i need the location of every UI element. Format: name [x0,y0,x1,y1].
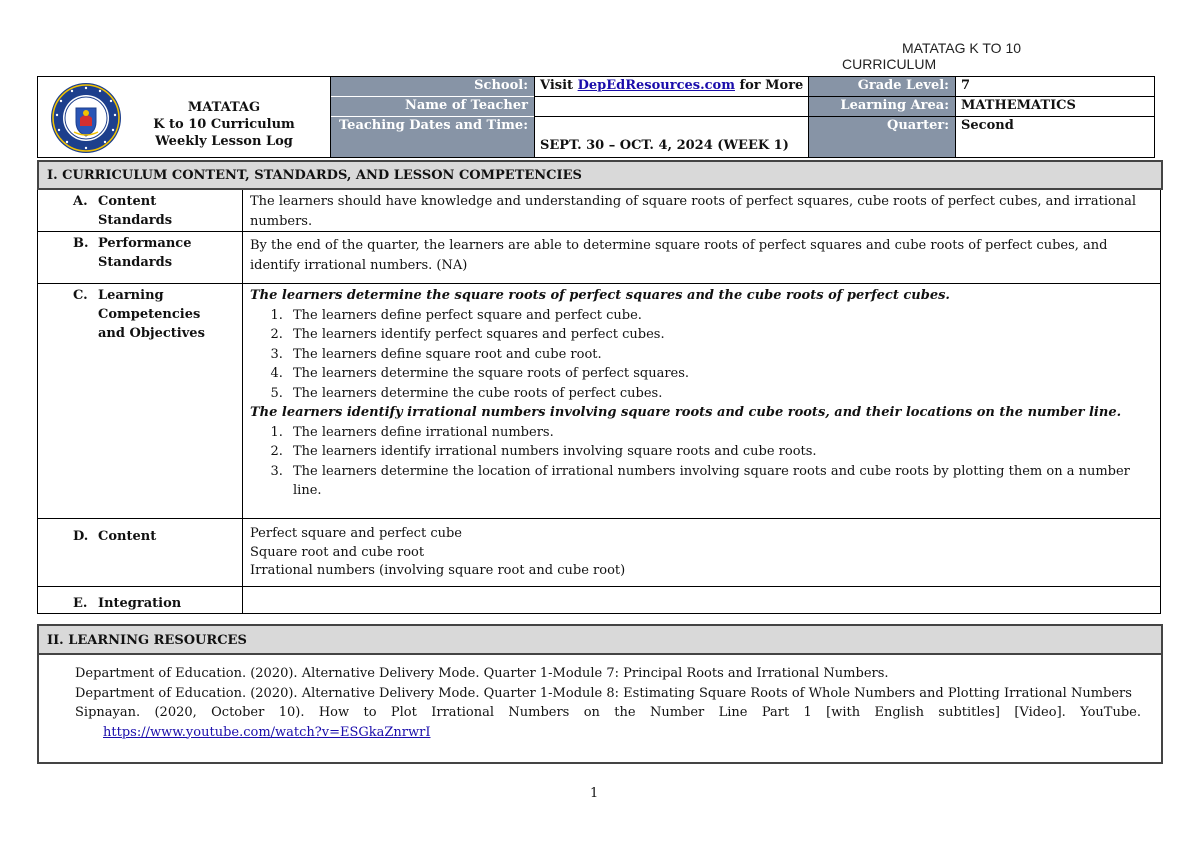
header-divider [808,77,809,157]
teacher-label: Name of Teacher [331,97,534,116]
dates-label: Teaching Dates and Time: [331,117,534,157]
grade-level-value: 7 [961,78,971,93]
header-divider [955,77,956,157]
school-value: Visit DepEdResources.com for More [540,78,804,93]
list-item: 1. The learners define perfect square and perfect cube. [287,306,1150,326]
learning-competencies-label: C. Learning Competencies and Objectives [38,284,243,518]
content-text: Perfect square and perfect cube Square root and cube root Irrational numbers (involving square root and cube root) [250,526,626,578]
teacher-value [535,97,807,116]
header-logo-cell [38,77,331,157]
content-standards-label: A. Content Standards [38,190,243,231]
curriculum-top-label: MATATAG K TO 10 CURRICULUM [842,40,1022,72]
reference-item: Sipnayan. (2020, October 10). How to Plot Irrational Numbers on the Number Line Part 1 [with English subtitles] [Video]. YouTube. https://www.youtube.com/watch?v=ESGkaZnrwrI [75,705,1141,740]
learning-competencies-row [37,284,1161,519]
competency-heading: The learners identify irrational numbers involving square roots and cube roots, and their locations on the number line. [250,405,1122,420]
reference-item: Department of Education. (2020). Alternative Delivery Mode. Quarter 1-Module 8: Estimating Square Roots of Whole Numbers and Plotting Irrational Numbers [75,685,1132,701]
integration-row [37,587,1161,614]
objectives-list [250,306,1150,404]
dates-value: SEPT. 30 – OCT. 4, 2024 (WEEK 1) [540,138,789,153]
section-curriculum-heading: I. CURRICULUM CONTENT, STANDARDS, AND LESSON COMPETENCIES [37,160,1163,190]
quarter-label: Quarter: [809,117,955,157]
list-item: 2. The learners identify irrational numbers involving square roots and cube roots. [287,442,1150,462]
list-item: 2. The learners identify perfect squares and perfect cubes. [287,325,1150,345]
youtube-link[interactable]: https://www.youtube.com/watch?v=ESGkaZnrwrI [103,724,431,740]
learning-area-value: MATHEMATICS [961,98,1076,113]
header-divider [534,77,535,157]
header-divider [534,116,1154,117]
list-item: 3. The learners determine the location of irrational numbers involving square roots and cube roots by plotting them on a number line. [287,462,1150,501]
performance-standards-row [37,232,1161,284]
content-standards-text: The learners should have knowledge and understanding of square roots of perfect squares, cube roots of perfect cubes, and irrational numbers. [250,194,1137,229]
integration-label: E. Integration [38,587,243,613]
school-label: School: [331,77,534,96]
quarter-value: Second [961,118,1014,133]
competency-heading: The learners determine the square roots of perfect squares and the cube roots of perfect cubes. [250,288,950,303]
performance-standards-label: B. Performance Standards [38,232,243,283]
content-label: D. Content [38,519,243,586]
learning-resources-box [37,654,1163,764]
content-standards-row [37,190,1161,232]
list-item: 5. The learners determine the cube roots of perfect cubes. [287,384,1150,404]
list-item: 3. The learners define square root and cube root. [287,345,1150,365]
content-row [37,519,1161,587]
header-table [37,76,1155,158]
reference-item: Department of Education. (2020). Alternative Delivery Mode. Quarter 1-Module 7: Principal Roots and Irrational Numbers. [75,666,889,681]
performance-standards-text: By the end of the quarter, the learners are able to determine square roots of perfect squares and cube roots of perfect cubes, and identify irrational numbers. (NA) [250,238,1108,273]
section-learning-resources-heading: II. LEARNING RESOURCES [37,624,1163,655]
learning-competencies-text [250,286,1150,501]
grade-level-label: Grade Level: [809,77,955,96]
list-item: 4. The learners determine the square roots of perfect squares. [287,364,1150,384]
lesson-log-title: MATATAG K to 10 Curriculum Weekly Lesson Log [153,100,295,149]
objectives-list [250,423,1150,501]
deped-seal-icon [50,82,122,154]
depedresources-link[interactable]: DepEdResources.com [577,78,735,93]
list-item: 1. The learners define irrational numbers. [287,423,1150,443]
header-divider [534,96,1154,97]
page-number: 1 [590,786,599,801]
learning-area-label: Learning Area: [809,97,955,116]
